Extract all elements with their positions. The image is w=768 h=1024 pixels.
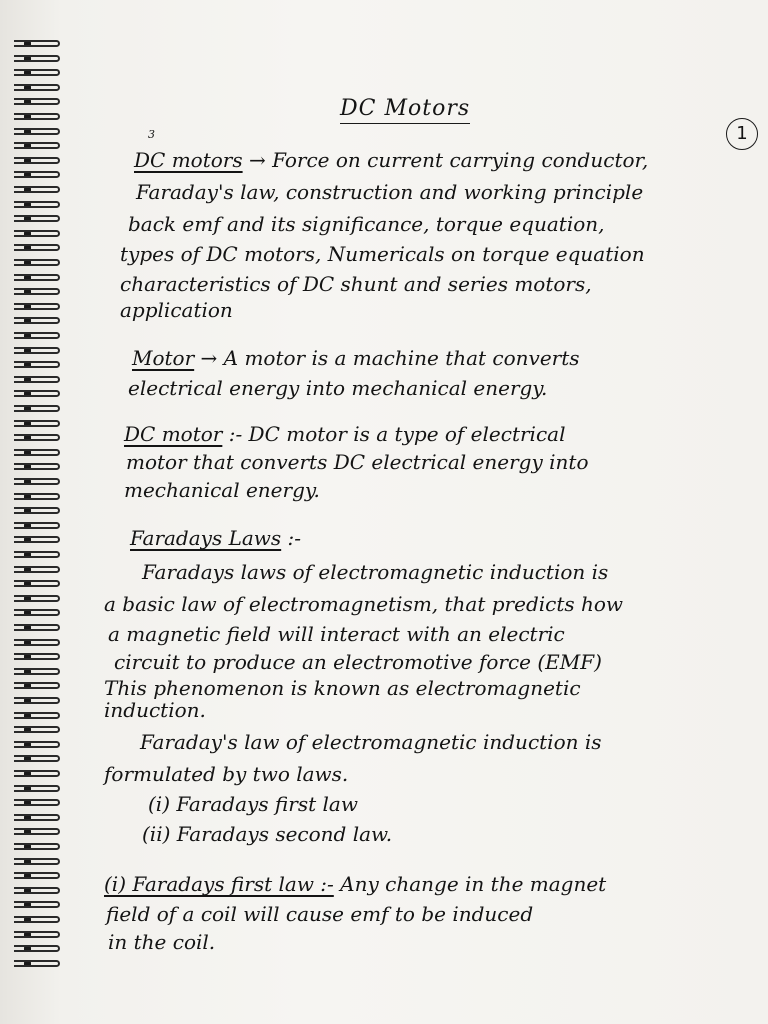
line-text: field of a coil will cause emf to be induced: [106, 902, 534, 926]
coil-wire: [14, 566, 60, 573]
line-text: formulated by two laws.: [104, 762, 349, 786]
spiral-coil: [14, 726, 74, 734]
line-text: back emf and its significance, torque equation,: [128, 212, 605, 236]
coil-wire: [14, 522, 60, 529]
spiral-coil: [14, 580, 74, 588]
coil-wire: [14, 98, 60, 105]
coil-wire: [14, 814, 60, 821]
coil-wire: [14, 551, 60, 558]
spiral-coil: [14, 55, 74, 63]
text-line: [120, 274, 592, 294]
spiral-coil: [14, 390, 74, 398]
coil-wire: [14, 828, 60, 835]
coil-wire: [14, 872, 60, 879]
text-line: [104, 700, 206, 720]
coil-wire: [14, 215, 60, 222]
spiral-coil: [14, 171, 74, 179]
spiral-coil: [14, 361, 74, 369]
coil-wire: [14, 887, 60, 894]
text-line: [124, 424, 565, 444]
coil-wire: [14, 945, 60, 952]
coil-wire: [14, 755, 60, 762]
coil-wire: [14, 668, 60, 675]
coil-wire: [14, 55, 60, 62]
spiral-coil: [14, 945, 74, 953]
line-heading: DC motor: [124, 422, 223, 446]
coil-wire: [14, 288, 60, 295]
coil-wire: [14, 128, 60, 135]
spiral-coil: [14, 201, 74, 209]
line-text: (i) Faradays first law: [148, 792, 358, 816]
spiral-coil: [14, 449, 74, 457]
coil-wire: [14, 741, 60, 748]
coil-wire: [14, 317, 60, 324]
line-text: Faraday's law of electromagnetic induction is: [140, 730, 602, 754]
spiral-coil: [14, 157, 74, 165]
coil-wire: [14, 609, 60, 616]
spiral-coil: [14, 303, 74, 311]
line-text: Any change in the magnet: [333, 872, 607, 896]
spiral-coil: [14, 931, 74, 939]
spiral-coil: [14, 828, 74, 836]
spiral-coil: [14, 347, 74, 355]
text-line: [134, 150, 648, 170]
coil-wire: [14, 361, 60, 368]
line-heading: DC motors: [134, 148, 243, 172]
text-line: [104, 874, 606, 894]
spiral-coil: [14, 128, 74, 136]
coil-wire: [14, 624, 60, 631]
spiral-coil: [14, 901, 74, 909]
spiral-coil: [14, 887, 74, 895]
spiral-coil: [14, 770, 74, 778]
text-line: [106, 904, 533, 924]
coil-wire: [14, 595, 60, 602]
coil-wire: [14, 390, 60, 397]
text-line: [128, 378, 547, 398]
spiral-coil: [14, 420, 74, 428]
text-line: [120, 244, 645, 264]
coil-wire: [14, 682, 60, 689]
coil-wire: [14, 653, 60, 660]
coil-wire: [14, 347, 60, 354]
spiral-coil: [14, 712, 74, 720]
page-title: DC Motors: [340, 96, 470, 124]
line-text: → Force on current carrying conductor,: [242, 148, 649, 172]
coil-wire: [14, 244, 60, 251]
spiral-coil: [14, 653, 74, 661]
spiral-coil: [14, 317, 74, 325]
coil-wire: [14, 40, 60, 47]
coil-wire: [14, 405, 60, 412]
spiral-coil: [14, 785, 74, 793]
spiral-coil: [14, 595, 74, 603]
line-text: :-: [281, 526, 302, 550]
coil-wire: [14, 303, 60, 310]
spiral-coil: [14, 551, 74, 559]
coil-wire: [14, 201, 60, 208]
text-line: [142, 562, 608, 582]
spiral-coil: [14, 960, 74, 968]
spiral-coil: [14, 843, 74, 851]
spiral-coil: [14, 463, 74, 471]
spiral-coil: [14, 332, 74, 340]
coil-wire: [14, 858, 60, 865]
spiral-coil: [14, 434, 74, 442]
spiral-coil: [14, 405, 74, 413]
line-text: This phenomenon is known as electromagnetic: [104, 676, 581, 700]
line-heading: (i) Faradays first law :-: [104, 872, 334, 896]
text-line: [128, 214, 605, 234]
coil-wire: [14, 434, 60, 441]
coil-wire: [14, 536, 60, 543]
coil-wire: [14, 142, 60, 149]
spiral-coil: [14, 507, 74, 515]
spiral-coil: [14, 741, 74, 749]
text-line: [124, 480, 320, 500]
coil-wire: [14, 580, 60, 587]
spiral-coil: [14, 98, 74, 106]
text-line: [130, 528, 301, 548]
spiral-binding: [0, 40, 78, 980]
spiral-coil: [14, 186, 74, 194]
coil-wire: [14, 931, 60, 938]
text-line: [104, 594, 623, 614]
spiral-coil: [14, 668, 74, 676]
coil-wire: [14, 639, 60, 646]
spiral-coil: [14, 697, 74, 705]
coil-wire: [14, 785, 60, 792]
line-text: a magnetic field will interact with an electric: [108, 622, 565, 646]
text-line: [108, 624, 565, 644]
coil-wire: [14, 157, 60, 164]
line-text: motor that converts DC electrical energy into: [126, 450, 589, 474]
spiral-coil: [14, 113, 74, 121]
text-line: [148, 794, 358, 814]
coil-wire: [14, 186, 60, 193]
coil-wire: [14, 726, 60, 733]
spiral-coil: [14, 755, 74, 763]
text-line: [114, 652, 602, 672]
coil-wire: [14, 507, 60, 514]
text-line: [136, 182, 643, 202]
spiral-coil: [14, 522, 74, 530]
spiral-coil: [14, 916, 74, 924]
coil-wire: [14, 770, 60, 777]
page-number-circle: 1: [726, 118, 758, 150]
line-text: Faraday's law, construction and working principle: [136, 180, 644, 204]
line-text: :- DC motor is a type of electrical: [222, 422, 566, 446]
line-text: a basic law of electromagnetism, that predicts how: [104, 592, 624, 616]
line-text: induction.: [104, 698, 206, 722]
spiral-coil: [14, 84, 74, 92]
coil-wire: [14, 274, 60, 281]
coil-wire: [14, 69, 60, 76]
line-text: → A motor is a machine that converts: [194, 346, 580, 370]
spiral-coil: [14, 230, 74, 238]
line-heading: Faradays Laws: [130, 526, 282, 550]
line-text: (ii) Faradays second law.: [142, 822, 393, 846]
spiral-coil: [14, 215, 74, 223]
text-line: [126, 452, 588, 472]
spiral-coil: [14, 566, 74, 574]
text-line: [142, 824, 392, 844]
coil-wire: [14, 420, 60, 427]
coil-wire: [14, 901, 60, 908]
spiral-coil: [14, 639, 74, 647]
coil-wire: [14, 84, 60, 91]
line-text: circuit to produce an electromotive force (EMF): [114, 650, 602, 674]
spiral-coil: [14, 682, 74, 690]
coil-wire: [14, 113, 60, 120]
coil-wire: [14, 799, 60, 806]
coil-wire: [14, 478, 60, 485]
spiral-coil: [14, 274, 74, 282]
spiral-coil: [14, 259, 74, 267]
coil-wire: [14, 449, 60, 456]
line-text: mechanical energy.: [124, 478, 320, 502]
spiral-coil: [14, 244, 74, 252]
text-line: [140, 732, 602, 752]
line-heading: Motor: [132, 346, 195, 370]
spiral-coil: [14, 624, 74, 632]
coil-wire: [14, 493, 60, 500]
text-line: [104, 678, 581, 698]
spiral-coil: [14, 858, 74, 866]
line-text: types of DC motors, Numericals on torque equation: [120, 242, 645, 266]
line-text: characteristics of DC shunt and series motors,: [120, 272, 592, 296]
spiral-coil: [14, 872, 74, 880]
spiral-coil: [14, 478, 74, 486]
spiral-coil: [14, 288, 74, 296]
line-text: Faradays laws of electromagnetic induction is: [142, 560, 609, 584]
spiral-coil: [14, 69, 74, 77]
text-line: [132, 348, 580, 368]
line-text: electrical energy into mechanical energy.: [128, 376, 548, 400]
spiral-coil: [14, 142, 74, 150]
coil-wire: [14, 332, 60, 339]
spiral-coil: [14, 609, 74, 617]
line-text: application: [120, 298, 233, 322]
coil-wire: [14, 712, 60, 719]
coil-wire: [14, 697, 60, 704]
text-line: [104, 764, 348, 784]
spiral-coil: [14, 376, 74, 384]
spiral-coil: [14, 814, 74, 822]
text-line: [108, 932, 215, 952]
coil-wire: [14, 960, 60, 967]
coil-wire: [14, 259, 60, 266]
coil-wire: [14, 230, 60, 237]
spiral-coil: [14, 536, 74, 544]
coil-wire: [14, 843, 60, 850]
spiral-coil: [14, 799, 74, 807]
coil-wire: [14, 171, 60, 178]
spiral-coil: [14, 493, 74, 501]
coil-wire: [14, 463, 60, 470]
margin-mark: 3: [148, 128, 155, 141]
spiral-coil: [14, 40, 74, 48]
text-line: [120, 300, 233, 320]
line-text: in the coil.: [108, 930, 216, 954]
coil-wire: [14, 376, 60, 383]
coil-wire: [14, 916, 60, 923]
